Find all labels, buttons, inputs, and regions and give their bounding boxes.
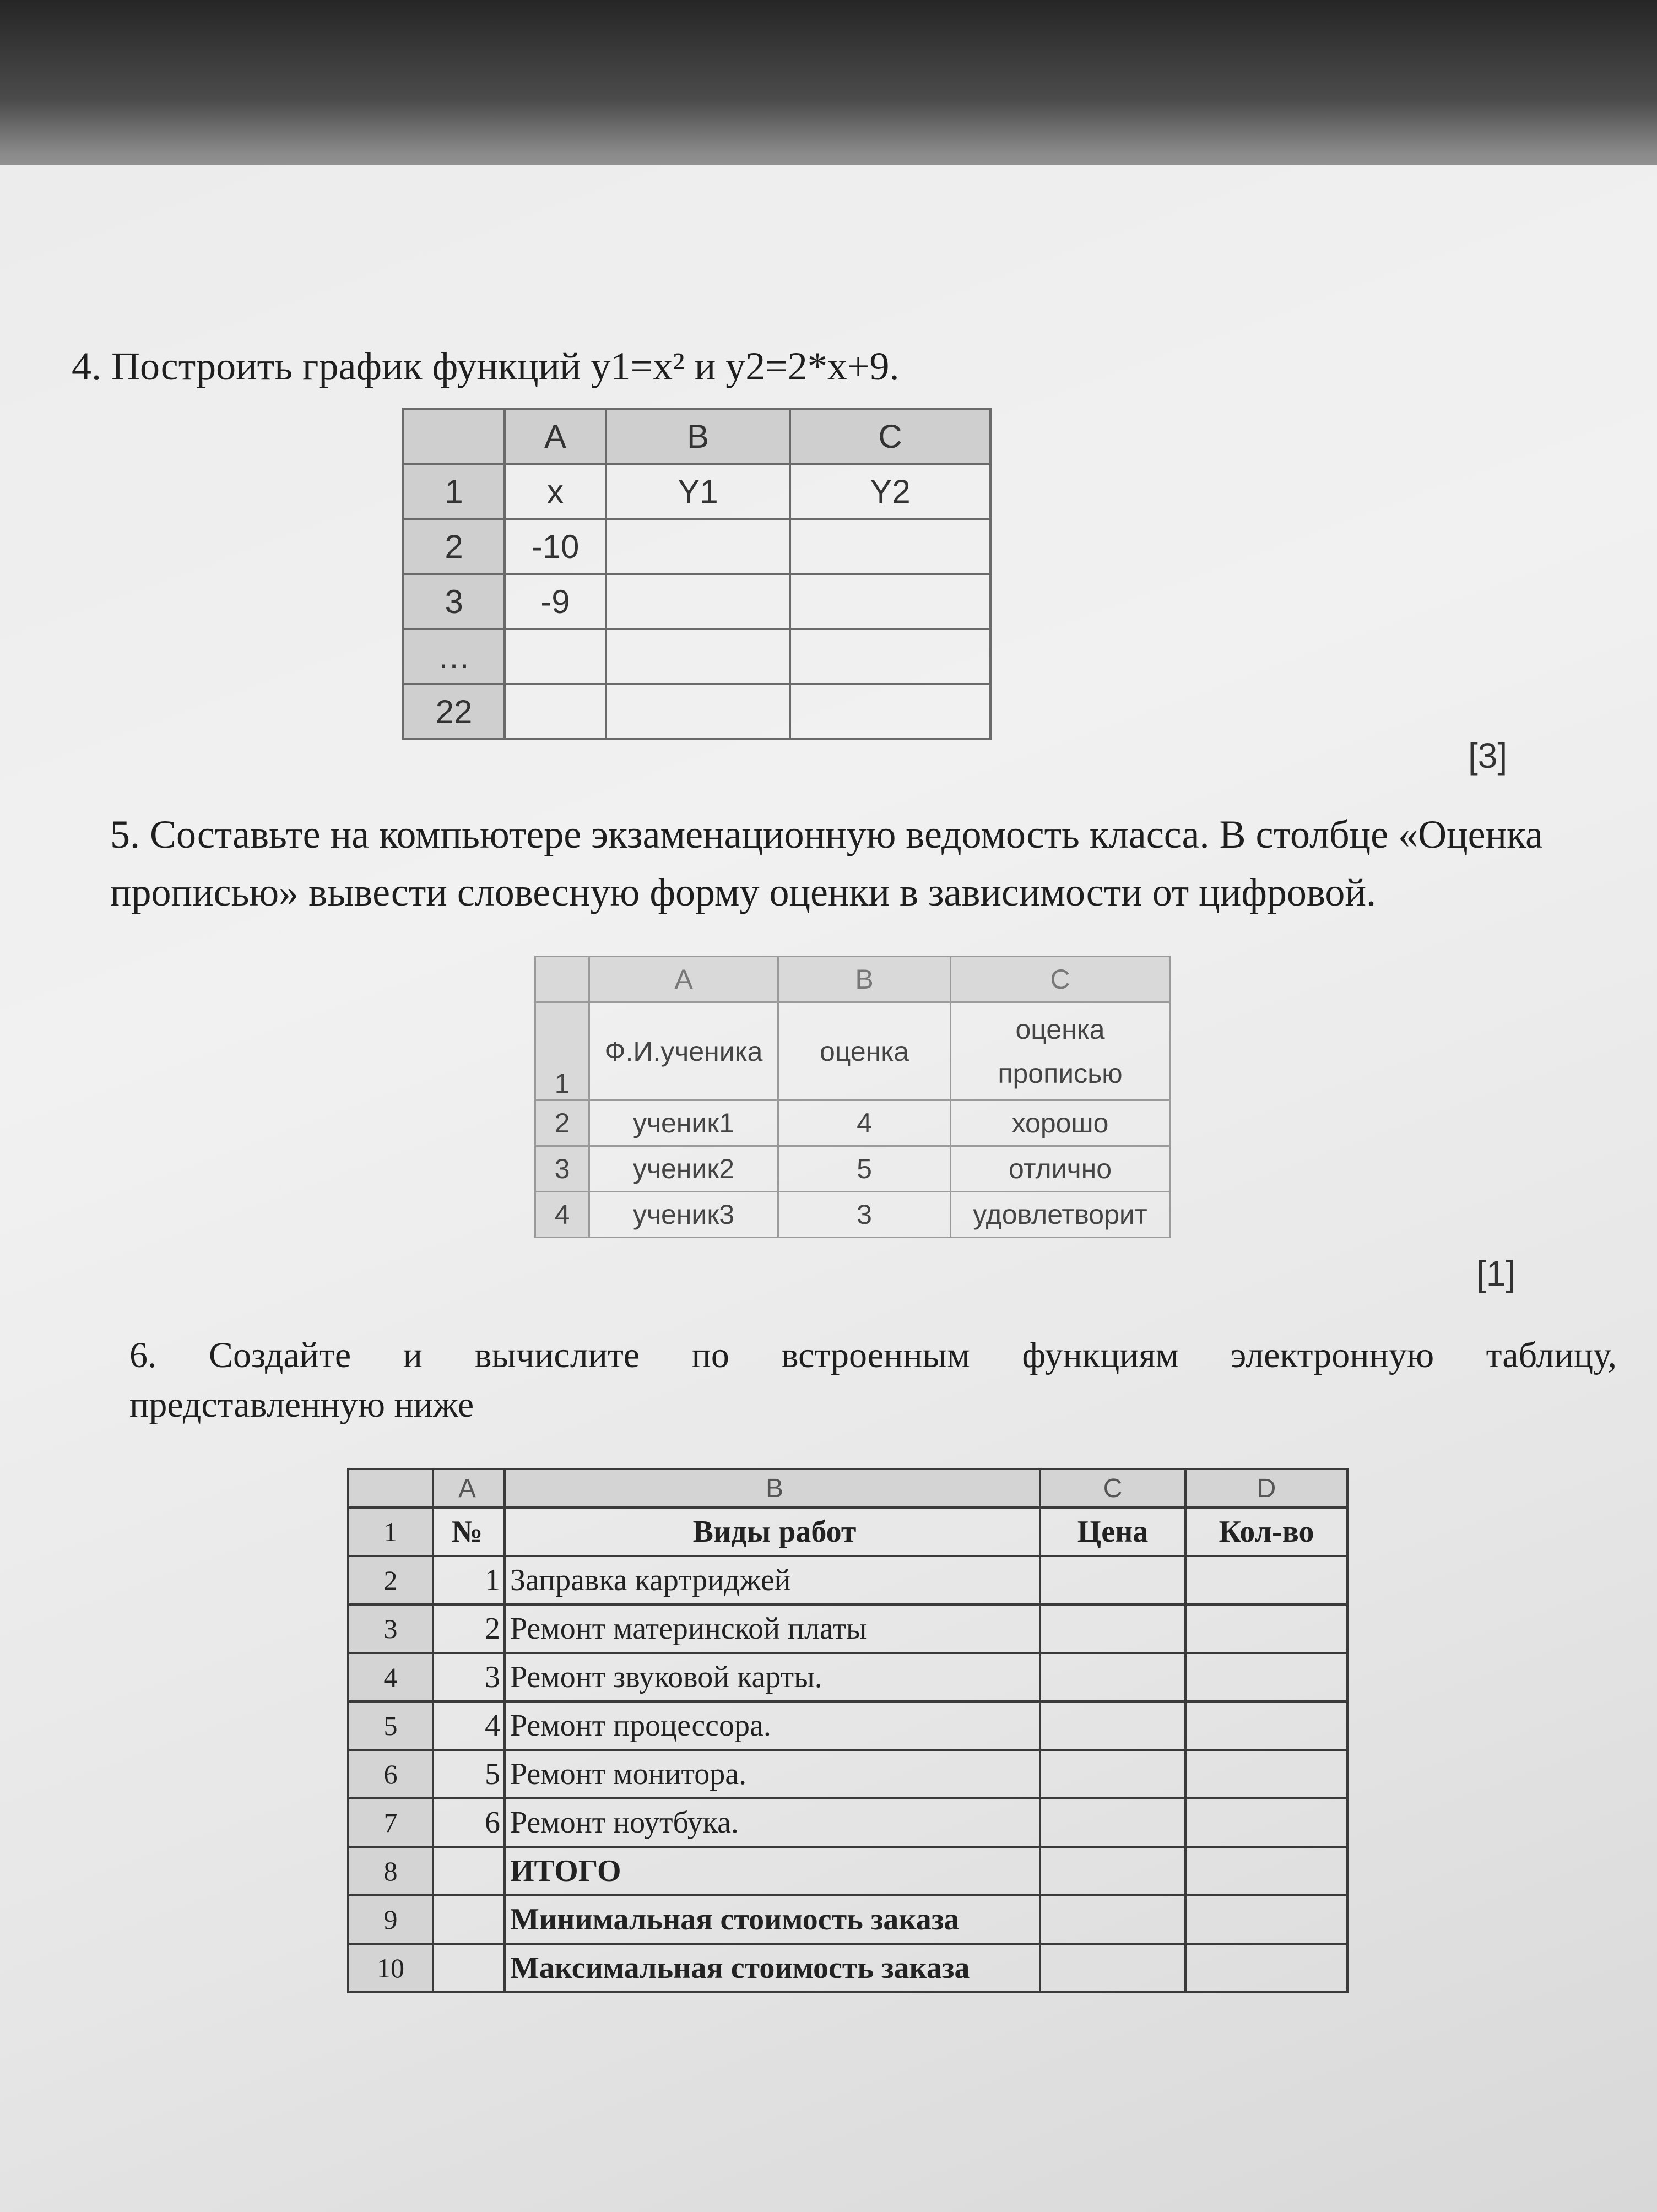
corner-cell bbox=[535, 957, 589, 1002]
task5-table bbox=[534, 956, 1171, 1238]
row-header: 1 bbox=[403, 464, 505, 519]
cell-c bbox=[1040, 1653, 1185, 1701]
cell-c bbox=[1040, 1944, 1185, 1992]
column-header-b: B bbox=[606, 409, 790, 464]
table-row bbox=[403, 684, 990, 739]
table-row bbox=[535, 1100, 1170, 1146]
table-row bbox=[535, 1002, 1170, 1100]
cell-b: ИТОГО bbox=[505, 1847, 1040, 1895]
cell-c bbox=[790, 519, 990, 574]
cell-b: Ремонт процессора. bbox=[505, 1701, 1040, 1750]
task6-title-line2: представленную ниже bbox=[129, 1385, 474, 1425]
cell-c bbox=[1040, 1701, 1185, 1750]
table-row bbox=[348, 1653, 1347, 1701]
cell-d: Кол-во bbox=[1185, 1508, 1347, 1556]
row-header: 8 bbox=[348, 1847, 433, 1895]
task4-title: 4. Построить график функций y1=x² и y2=2*x+9. bbox=[72, 344, 900, 388]
table-row bbox=[403, 629, 990, 684]
table-row bbox=[348, 1847, 1347, 1895]
cell-a bbox=[433, 1895, 505, 1944]
cell-b bbox=[606, 519, 790, 574]
task6-table bbox=[347, 1468, 1349, 1993]
task4-table bbox=[402, 408, 992, 740]
cell-b: Ремонт звуковой карты. bbox=[505, 1653, 1040, 1701]
cell-c bbox=[790, 574, 990, 629]
cell-c bbox=[790, 684, 990, 739]
cell-b bbox=[606, 629, 790, 684]
column-header-d: D bbox=[1185, 1469, 1347, 1508]
table-row bbox=[535, 1192, 1170, 1238]
cell-a: 1 bbox=[433, 1556, 505, 1604]
cell-b: Максимальная стоимость заказа bbox=[505, 1944, 1040, 1992]
row-header: 22 bbox=[403, 684, 505, 739]
cell-c: Y2 bbox=[790, 464, 990, 519]
cell-b: оценка bbox=[778, 1002, 951, 1100]
column-header-a: A bbox=[505, 409, 606, 464]
cell-b: Ремонт материнской платы bbox=[505, 1604, 1040, 1653]
table-row bbox=[348, 1750, 1347, 1798]
row-header: 4 bbox=[535, 1192, 589, 1238]
corner-cell bbox=[403, 409, 505, 464]
cell-a: -10 bbox=[505, 519, 606, 574]
cell-d bbox=[1185, 1653, 1347, 1701]
table-row bbox=[348, 1895, 1347, 1944]
cell-a: 4 bbox=[433, 1701, 505, 1750]
table-row bbox=[403, 464, 990, 519]
table-row bbox=[535, 1146, 1170, 1192]
column-header-b: B bbox=[778, 957, 951, 1002]
cell-d bbox=[1185, 1750, 1347, 1798]
cell-c bbox=[790, 629, 990, 684]
row-header: 2 bbox=[403, 519, 505, 574]
cell-b: Ремонт монитора. bbox=[505, 1750, 1040, 1798]
cell-d bbox=[1185, 1895, 1347, 1944]
row-header: 9 bbox=[348, 1895, 433, 1944]
cell-b: Минимальная стоимость заказа bbox=[505, 1895, 1040, 1944]
task5-score: [1] bbox=[1476, 1254, 1516, 1293]
cell-b: Заправка картриджей bbox=[505, 1556, 1040, 1604]
cell-d bbox=[1185, 1847, 1347, 1895]
cell-b: Виды работ bbox=[505, 1508, 1040, 1556]
cell-c bbox=[1040, 1604, 1185, 1653]
cell-c bbox=[1040, 1895, 1185, 1944]
cell-c bbox=[1040, 1847, 1185, 1895]
cell-a bbox=[505, 629, 606, 684]
column-header-a: A bbox=[589, 957, 778, 1002]
table-row bbox=[403, 574, 990, 629]
task6-title-line1: 6. Создайте и вычислите по встроенным функциям электронную таблицу, bbox=[129, 1335, 1617, 1375]
cell-a: 6 bbox=[433, 1798, 505, 1847]
cell-d bbox=[1185, 1701, 1347, 1750]
row-header: 5 bbox=[348, 1701, 433, 1750]
row-header: 1 bbox=[535, 1002, 589, 1100]
row-header: 3 bbox=[348, 1604, 433, 1653]
cell-b bbox=[606, 574, 790, 629]
table-row bbox=[348, 1508, 1347, 1556]
column-header-a: A bbox=[433, 1469, 505, 1508]
cell-b bbox=[606, 684, 790, 739]
row-header: 7 bbox=[348, 1798, 433, 1847]
row-header: 10 bbox=[348, 1944, 433, 1992]
cell-a: ученик1 bbox=[589, 1100, 778, 1146]
cell-b: Ремонт ноутбука. bbox=[505, 1798, 1040, 1847]
row-header: 2 bbox=[535, 1100, 589, 1146]
cell-a: Ф.И.ученика bbox=[589, 1002, 778, 1100]
table-row bbox=[348, 1701, 1347, 1750]
cell-a: 3 bbox=[433, 1653, 505, 1701]
row-header: 3 bbox=[535, 1146, 589, 1192]
cell-c bbox=[1040, 1750, 1185, 1798]
cell-b: Y1 bbox=[606, 464, 790, 519]
background-top bbox=[0, 0, 1657, 182]
corner-cell bbox=[348, 1469, 433, 1508]
row-header: 6 bbox=[348, 1750, 433, 1798]
cell-c: оценка прописью bbox=[951, 1002, 1170, 1100]
cell-a bbox=[505, 684, 606, 739]
row-header: … bbox=[403, 629, 505, 684]
column-header-c: C bbox=[951, 957, 1170, 1002]
cell-a bbox=[433, 1944, 505, 1992]
cell-a: -9 bbox=[505, 574, 606, 629]
cell-b: 4 bbox=[778, 1100, 951, 1146]
cell-c: Цена bbox=[1040, 1508, 1185, 1556]
column-header-c: C bbox=[1040, 1469, 1185, 1508]
table-row bbox=[348, 1604, 1347, 1653]
cell-b: 5 bbox=[778, 1146, 951, 1192]
cell-b: 3 bbox=[778, 1192, 951, 1238]
row-header: 3 bbox=[403, 574, 505, 629]
cell-c bbox=[1040, 1798, 1185, 1847]
cell-a: x bbox=[505, 464, 606, 519]
table-row bbox=[348, 1944, 1347, 1992]
cell-a: ученик2 bbox=[589, 1146, 778, 1192]
cell-c: удовлетворит bbox=[951, 1192, 1170, 1238]
cell-a: 5 bbox=[433, 1750, 505, 1798]
task5-title-line1: 5. Составьте на компьютере экзаменационную ведомость класса. В столбце «Оценка bbox=[110, 812, 1543, 856]
column-header-c: C bbox=[790, 409, 990, 464]
cell-a: № bbox=[433, 1508, 505, 1556]
table-row bbox=[348, 1556, 1347, 1604]
cell-c: отлично bbox=[951, 1146, 1170, 1192]
cell-d bbox=[1185, 1798, 1347, 1847]
cell-d bbox=[1185, 1604, 1347, 1653]
cell-a bbox=[433, 1847, 505, 1895]
task4-score: [3] bbox=[1468, 736, 1508, 776]
cell-a: 2 bbox=[433, 1604, 505, 1653]
table-row bbox=[348, 1798, 1347, 1847]
row-header: 2 bbox=[348, 1556, 433, 1604]
table-row bbox=[403, 519, 990, 574]
task5-title-line2: прописью» вывести словесную форму оценки в зависимости от цифровой. bbox=[110, 870, 1376, 914]
row-header: 4 bbox=[348, 1653, 433, 1701]
cell-d bbox=[1185, 1944, 1347, 1992]
cell-c bbox=[1040, 1556, 1185, 1604]
column-header-b: B bbox=[505, 1469, 1040, 1508]
cell-a: ученик3 bbox=[589, 1192, 778, 1238]
cell-d bbox=[1185, 1556, 1347, 1604]
row-header: 1 bbox=[348, 1508, 433, 1556]
cell-c: хорошо bbox=[951, 1100, 1170, 1146]
